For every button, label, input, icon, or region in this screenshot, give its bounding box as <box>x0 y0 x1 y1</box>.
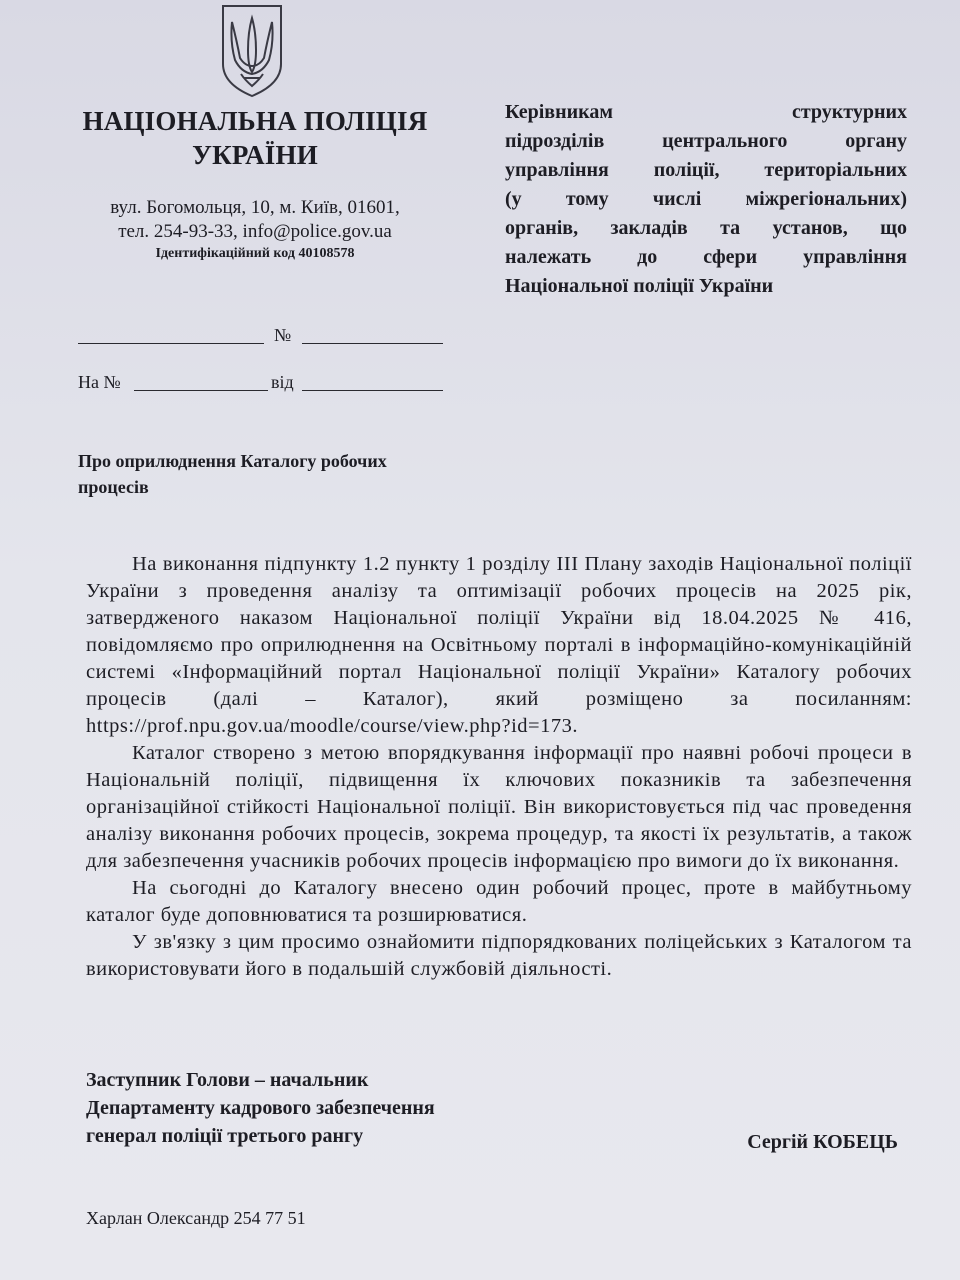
addressee-line: Керівникам структурних <box>505 101 907 123</box>
organization-name-line1: НАЦІОНАЛЬНА ПОЛІЦІЯ <box>82 106 428 136</box>
signatory-position-line3: генерал поліції третього рангу <box>86 1125 364 1147</box>
organization-name-line2: УКРАЇНИ <box>192 140 318 170</box>
subject-line2: процесів <box>78 477 149 497</box>
number-label: № <box>274 325 292 345</box>
reply-date-blank <box>302 372 443 391</box>
addressee-line: (у тому числі міжрегіональних) <box>505 188 907 210</box>
addressee-line: органів, закладів та установ, що <box>505 217 907 239</box>
number-blank <box>302 325 443 344</box>
signatory-position-line2: Департаменту кадрового забезпечення <box>86 1097 435 1119</box>
organization-id-code: Ідентифікаційний код 40108578 <box>155 246 355 261</box>
subject-line1: Про оприлюднення Каталогу робочих <box>78 451 387 471</box>
addressee-line: управління поліції, територіальних <box>505 159 907 181</box>
addressee-line: підрозділів центрального органу <box>505 130 907 152</box>
body-paragraph: Каталог створено з метою впорядкування інформації про наявні робочі процеси в Національній поліції, підвищення їх ключових показників та забезпечення організаційної стійкості Національної поліції. Він використовується під час проведення аналізу виконання робочих процесів, зокрема процедур, та якості їх результатів, а також для забезпечення учасників робочих процесів інформацією про вимоги до їх виконання. <box>86 742 912 872</box>
letter-subject <box>78 448 448 500</box>
reply-from-label: від <box>271 372 294 392</box>
addressee-line: належать до сфери управління <box>505 246 907 268</box>
signatory-position-line1: Заступник Голови – начальник <box>86 1069 369 1091</box>
reply-registration-line <box>78 372 448 398</box>
reply-number-label: На № <box>78 372 121 392</box>
addressee-block <box>505 98 907 301</box>
body-paragraph: У зв'язку з цим просимо ознайомити підпорядкованих поліцейських з Каталогом та використовувати його в подальшій службовій діяльності. <box>86 931 912 980</box>
organization-address-block <box>60 196 450 264</box>
outgoing-registration-line <box>78 325 448 351</box>
executor-contact: Харлан Олександр 254 77 51 <box>86 1208 306 1228</box>
addressee-line: Національної поліції України <box>505 275 774 297</box>
reply-number-blank <box>134 372 268 391</box>
organization-name <box>60 104 450 172</box>
body-paragraph: На сьогодні до Каталогу внесено один робочий процес, проте в майбутньому каталог буде доповнюватися та розширюватися. <box>86 877 912 926</box>
organization-address: вул. Богомольця, 10, м. Київ, 01601, <box>110 197 400 218</box>
signatory-name: Сергій КОБЕЦЬ <box>747 1131 898 1153</box>
signatory-position <box>86 1066 526 1150</box>
body-paragraph: На виконання підпункту 1.2 пункту 1 розділу ІІІ Плану заходів Національної поліції України з проведення аналізу та оптимізації робочих процесів на 2025 рік, затвердженого наказом Національної поліції України від 18.04.2025 № 416, повідомляємо про оприлюднення на Освітньому порталі в інформаційно-комунікаційній системі «Інформаційний портал Національної поліції України» Каталогу робочих процесів (далі – Каталог), який розміщено за посиланням: https://prof.npu.gov.ua/moodle/course/view.php?id=173. <box>86 553 912 737</box>
coat-of-arms-trident-icon <box>217 2 287 98</box>
letter-body <box>86 551 912 983</box>
date-blank <box>78 325 264 344</box>
organization-contacts: тел. 254-93-33, info@police.gov.ua <box>118 221 392 242</box>
